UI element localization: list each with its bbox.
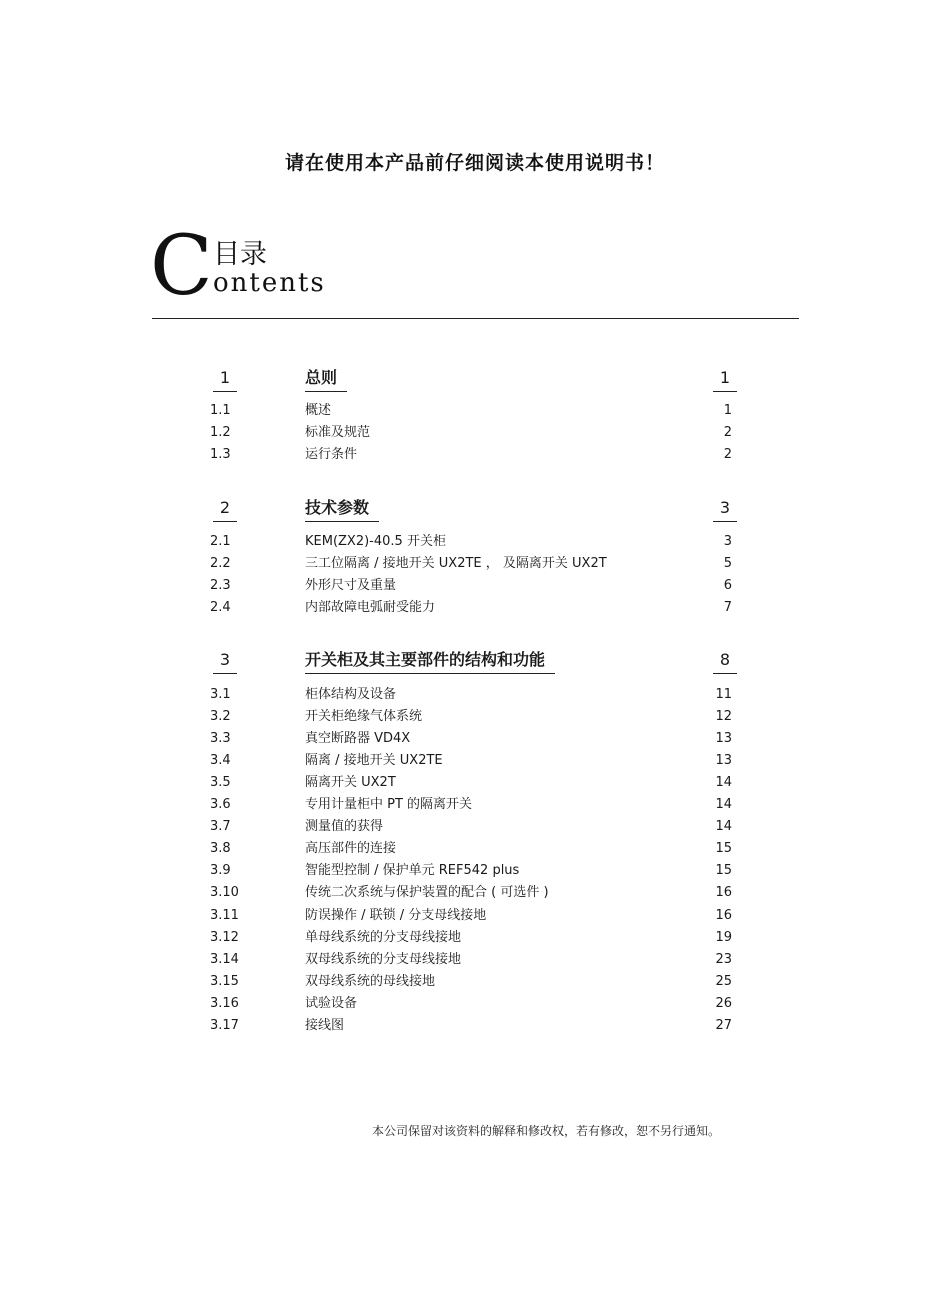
entry-number: 3.2 xyxy=(210,709,231,724)
entry-page: 3 xyxy=(723,534,732,549)
entry-title: 高压部件的连接 xyxy=(305,841,397,856)
entry-page: 23 xyxy=(715,952,732,967)
section-title: 开关柜及其主要部件的结构和功能 xyxy=(305,649,555,674)
toc-entry xyxy=(0,839,950,861)
entry-number: 3.3 xyxy=(210,731,231,746)
entry-page: 14 xyxy=(715,775,732,790)
entry-title: 标准及规范 xyxy=(305,425,371,440)
entry-page: 13 xyxy=(715,731,732,746)
toc-entry xyxy=(0,795,950,817)
section-heading xyxy=(0,367,950,397)
toc-entry xyxy=(0,751,950,773)
entry-number: 1.2 xyxy=(210,425,231,440)
toc-entry xyxy=(0,576,950,598)
entry-number: 2.3 xyxy=(210,578,231,593)
section-number: 3 xyxy=(213,649,237,674)
section-page: 3 xyxy=(713,497,737,522)
entry-number: 3.7 xyxy=(210,819,231,834)
entry-title: 内部故障电弧耐受能力 xyxy=(305,600,436,615)
toc-entry xyxy=(0,707,950,729)
toc-entry xyxy=(0,423,950,445)
entry-title: 防误操作 / 联锁 / 分支母线接地 xyxy=(305,908,487,923)
toc-entry xyxy=(0,883,950,905)
entry-title: 单母线系统的分支母线接地 xyxy=(305,930,462,945)
section-number: 2 xyxy=(213,497,237,522)
entry-page: 1 xyxy=(723,403,732,418)
entry-page: 15 xyxy=(715,863,732,878)
contents-english-rest: ontents xyxy=(213,268,326,298)
section-number: 1 xyxy=(213,367,237,392)
entry-number: 1.3 xyxy=(210,447,231,462)
contents-initial: C xyxy=(150,219,213,314)
entry-number: 3.17 xyxy=(210,1018,239,1033)
entry-number: 2.2 xyxy=(210,556,231,571)
entry-number: 3.1 xyxy=(210,687,231,702)
entry-title: 智能型控制 / 保护单元 REF542 plus xyxy=(305,863,520,878)
entry-title: 隔离 / 接地开关 UX2TE xyxy=(305,753,443,768)
entry-page: 12 xyxy=(715,709,732,724)
entry-title: 试验设备 xyxy=(305,996,358,1011)
section-title: 技术参数 xyxy=(305,497,379,522)
entry-title: 真空断路器 VD4X xyxy=(305,731,411,746)
entry-number: 2.1 xyxy=(210,534,231,549)
entry-number: 3.16 xyxy=(210,996,239,1011)
entry-title: 测量值的获得 xyxy=(305,819,384,834)
entry-number: 3.12 xyxy=(210,930,239,945)
entry-number: 3.6 xyxy=(210,797,231,812)
entry-title: KEM(ZX2)-40.5 开关柜 xyxy=(305,534,446,549)
section-title: 总则 xyxy=(305,367,347,392)
entry-number: 1.1 xyxy=(210,403,231,418)
toc-entry xyxy=(0,994,950,1016)
toc-entry xyxy=(0,532,950,554)
entry-title: 三工位隔离 / 接地开关 UX2TE ， 及隔离开关 UX2T xyxy=(305,556,607,571)
toc-entry xyxy=(0,729,950,751)
entry-number: 3.9 xyxy=(210,863,231,878)
entry-number: 3.10 xyxy=(210,885,239,900)
entry-page: 7 xyxy=(723,600,732,615)
entry-title: 专用计量柜中 PT 的隔离开关 xyxy=(305,797,473,812)
entry-page: 2 xyxy=(723,447,732,462)
toc-entry xyxy=(0,906,950,928)
entry-title: 双母线系统的母线接地 xyxy=(305,974,436,989)
entry-page: 13 xyxy=(715,753,732,768)
section-page: 8 xyxy=(713,649,737,674)
toc-entry xyxy=(0,598,950,620)
entry-title: 概述 xyxy=(305,403,332,418)
entry-title: 传统二次系统与保护装置的配合 ( 可选件 ) xyxy=(305,885,549,900)
entry-page: 6 xyxy=(723,578,732,593)
entry-number: 3.8 xyxy=(210,841,231,856)
toc-entry xyxy=(0,685,950,707)
entry-number: 3.14 xyxy=(210,952,239,967)
entry-page: 16 xyxy=(715,908,732,923)
entry-page: 15 xyxy=(715,841,732,856)
entry-page: 2 xyxy=(723,425,732,440)
heading-divider xyxy=(152,318,799,319)
toc-entry xyxy=(0,554,950,576)
entry-page: 11 xyxy=(715,687,732,702)
toc-entry xyxy=(0,445,950,467)
section-page: 1 xyxy=(713,367,737,392)
entry-title: 接线图 xyxy=(305,1018,345,1033)
entry-page: 25 xyxy=(715,974,732,989)
entry-page: 27 xyxy=(715,1018,732,1033)
toc-entry xyxy=(0,773,950,795)
entry-title: 运行条件 xyxy=(305,447,358,462)
entry-title: 隔离开关 UX2T xyxy=(305,775,396,790)
toc-entry xyxy=(0,817,950,839)
entry-number: 2.4 xyxy=(210,600,231,615)
entry-page: 5 xyxy=(723,556,732,571)
entry-title: 开关柜绝缘气体系统 xyxy=(305,709,423,724)
reading-notice: 请在使用本产品前仔细阅读本使用说明书！ xyxy=(284,152,665,174)
contents-chinese-title: 目录 xyxy=(213,239,267,270)
entry-number: 3.11 xyxy=(210,908,239,923)
entry-page: 14 xyxy=(715,819,732,834)
entry-title: 柜体结构及设备 xyxy=(305,687,397,702)
toc-entry xyxy=(0,950,950,972)
entry-title: 外形尺寸及重量 xyxy=(305,578,397,593)
toc-entry xyxy=(0,1016,950,1038)
toc-entry xyxy=(0,928,950,950)
entry-number: 3.5 xyxy=(210,775,231,790)
section-heading xyxy=(0,649,950,679)
toc-entry xyxy=(0,401,950,423)
entry-page: 19 xyxy=(715,930,732,945)
entry-title: 双母线系统的分支母线接地 xyxy=(305,952,462,967)
entry-page: 14 xyxy=(715,797,732,812)
entry-number: 3.15 xyxy=(210,974,239,989)
footer-disclaimer: 本公司保留对该资料的解释和修改权，若有修改，恕不另行通知。 xyxy=(372,1124,721,1138)
entry-page: 26 xyxy=(715,996,732,1011)
section-heading xyxy=(0,497,950,527)
toc-entry xyxy=(0,861,950,883)
toc-entry xyxy=(0,972,950,994)
entry-page: 16 xyxy=(715,885,732,900)
entry-number: 3.4 xyxy=(210,753,231,768)
